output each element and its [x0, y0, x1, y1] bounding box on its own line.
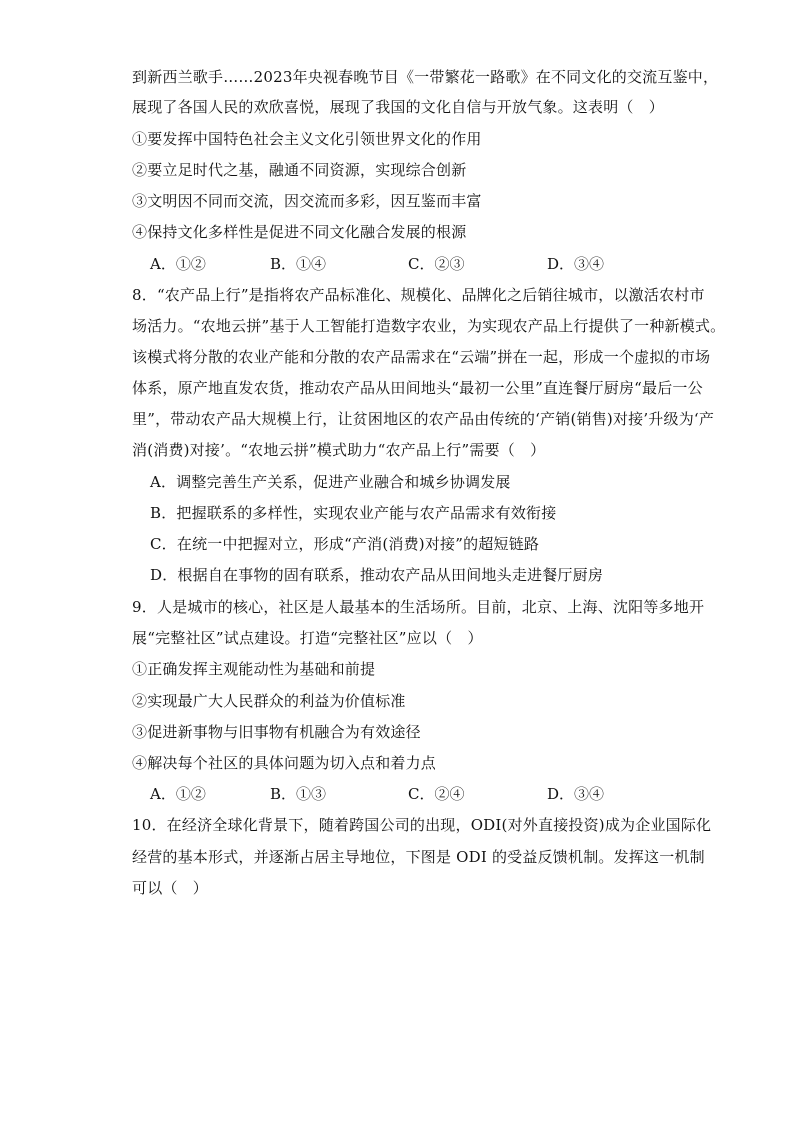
q7-statement-2: ②要立足时代之基，融通不同资源，实现综合创新 — [132, 161, 467, 179]
q7-statement-3: ③文明因不同而交流，因交流而多彩，因互鉴而丰富 — [132, 192, 482, 210]
q10-stem-line-1: 10．在经济全球化背景下，随着跨国公司的出现，ODI(对外直接投资)成为企业国际化 — [132, 816, 712, 834]
q7-choice-d[interactable]: D．③④ — [547, 255, 605, 273]
q9-choice-d[interactable]: D．③④ — [547, 785, 605, 803]
q8-stem-line-1: 8．“农产品上行”是指将农产品标准化、规模化、品牌化之后销往城市，以激活农村市 — [132, 286, 705, 304]
q8-stem-line-2: 场活力。“农地云拼”基于人工智能打造数字农业，为实现农产品上行提供了一种新模式。 — [132, 317, 726, 335]
q10-stem-line-2: 经营的基本形式，并逐渐占居主导地位，下图是 ODI 的受益反馈机制。发挥这一机制 — [132, 848, 705, 866]
q10-stem-line-3: 可以（ ） — [132, 879, 209, 897]
q9-statement-2: ②实现最广大人民群众的利益为价值标准 — [132, 692, 406, 710]
q9-statement-4: ④解决每个社区的具体问题为切入点和着力点 — [132, 754, 437, 772]
q7-choice-a[interactable]: A．①② — [150, 255, 206, 273]
q9-stem-line-1: 9．人是城市的核心，社区是人最基本的生活场所。目前，北京、上海、沈阳等多地开 — [132, 598, 705, 616]
q8-stem-line-4: 体系，原产地直发农货，推动农产品从田间地头“最初一公里”直连餐厅厨房“最后一公 — [132, 379, 703, 397]
q7-stem-line-2: 展现了各国人民的欢欣喜悦，展现了我国的文化自信与开放气象。这表明（ ） — [132, 98, 665, 116]
q7-choice-b[interactable]: B．①④ — [270, 255, 327, 273]
q9-statement-1: ①正确发挥主观能动性为基础和前提 — [132, 660, 376, 678]
q7-choice-c[interactable]: C．②③ — [408, 255, 465, 273]
q9-statement-3: ③促进新事物与旧事物有机融合为有效途径 — [132, 723, 421, 741]
q7-statement-4: ④保持文化多样性是促进不同文化融合发展的根源 — [132, 223, 467, 241]
q9-stem-line-2: 展“完整社区”试点建设。打造“完整社区”应以（ ） — [132, 629, 483, 647]
q8-option-c[interactable]: C．在统一中把握对立，形成“产消(消费)对接”的超短链路 — [150, 535, 540, 553]
q8-option-a[interactable]: A．调整完善生产关系，促进产业融合和城乡协调发展 — [150, 473, 511, 491]
q9-choice-b[interactable]: B．①③ — [270, 785, 327, 803]
q8-option-b[interactable]: B．把握联系的多样性，实现农业产能与农产品需求有效衔接 — [150, 504, 557, 522]
q8-option-d[interactable]: D．根据自在事物的固有联系，推动农产品从田间地头走进餐厅厨房 — [150, 566, 604, 584]
q7-stem-line-1: 到新西兰歌手……2023年央视春晚节目《一带繁花一路歌》在不同文化的交流互鉴中， — [132, 68, 719, 86]
q8-stem-line-3: 该模式将分散的农业产能和分散的农产品需求在“云端”拼在一起，形成一个虚拟的市场 — [132, 348, 711, 366]
q8-stem-line-6: 消(消费)对接’。“农地云拼”模式助力“农产品上行”需要（ ） — [132, 441, 546, 459]
q8-stem-line-5: 里”，带动农产品大规模上行，让贫困地区的农产品由传统的‘产销(销售)对接’升级为‘产 — [132, 410, 715, 428]
q9-choice-a[interactable]: A．①② — [150, 785, 206, 803]
q9-choice-c[interactable]: C．②④ — [408, 785, 465, 803]
q7-statement-1: ①要发挥中国特色社会主义文化引领世界文化的作用 — [132, 130, 482, 148]
